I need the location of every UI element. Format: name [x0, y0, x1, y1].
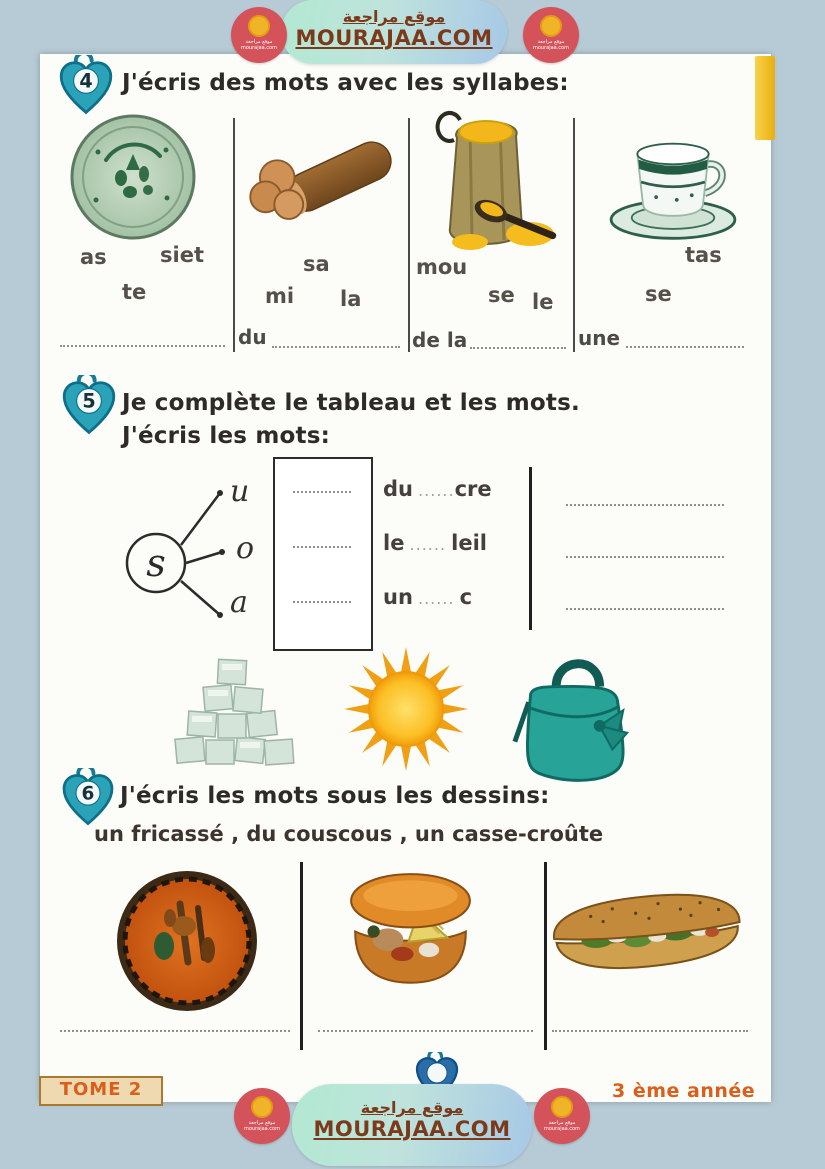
column-divider [408, 118, 410, 352]
syllable: se [488, 283, 515, 307]
syllable: siet [160, 243, 204, 267]
badge-site-label: mourajaa.com [240, 45, 277, 51]
word-prefix: du [383, 477, 413, 501]
answer-blank [470, 347, 566, 349]
answer-prefix: de la [412, 328, 468, 352]
column-divider [573, 118, 575, 352]
column-divider [300, 862, 303, 1050]
page-corner-tab [755, 56, 775, 140]
exercise-6-title: J'écris les mots sous les dessins: [120, 783, 550, 809]
syllable: la [340, 287, 362, 311]
diagram-center-letter: s [146, 541, 166, 585]
footer-arabic-title: موقع مراجعة [360, 1098, 464, 1117]
answer-blank [60, 1030, 290, 1032]
semolina-sack-icon [412, 110, 562, 260]
answer-blank [566, 556, 724, 558]
exercise-5-title-line2: J'écris les mots: [122, 423, 330, 449]
syllable: mou [416, 255, 468, 279]
teacup-icon [598, 122, 748, 244]
logo-icon [251, 1096, 273, 1118]
word-suffix: cre [454, 477, 492, 501]
site-logo-badge [523, 7, 579, 63]
syllable: se [645, 282, 672, 306]
word-gap: ...... [409, 535, 447, 554]
word-row [383, 477, 492, 501]
exercise-4-title: J'écris des mots avec les syllabes: [122, 70, 569, 96]
plate-icon [68, 112, 198, 242]
casse-croute-icon [542, 882, 752, 982]
syllable: le [532, 290, 554, 314]
answer-blank [60, 345, 225, 347]
exercise-5-title-line1: Je complète le tableau et les mots. [122, 390, 580, 416]
badge-site-label: mourajaa.com [532, 45, 569, 51]
logo-icon [540, 15, 562, 37]
header-banner [281, 0, 507, 64]
answer-blank [566, 608, 724, 610]
word-row [383, 585, 472, 609]
footer-site-link[interactable]: MOURAJAA.COM [313, 1117, 511, 1141]
table-blank [293, 491, 351, 493]
logo-icon [551, 1096, 573, 1118]
diagram-letter-u: u [230, 474, 250, 509]
word-suffix: leil [451, 531, 487, 555]
exercise-5-number: 5 [82, 389, 96, 413]
badge-arabic-label: موقع مراجعة [248, 1120, 276, 1126]
table-blank [293, 546, 351, 548]
badge-arabic-label: موقع مراجعة [537, 39, 565, 45]
syllable: te [122, 280, 147, 304]
header-site-link[interactable]: MOURAJAA.COM [295, 26, 493, 50]
syllable: mi [265, 284, 295, 308]
site-logo-badge [234, 1088, 290, 1144]
diagram-letter-a: a [230, 585, 248, 620]
word-suffix: c [459, 585, 473, 609]
column-divider [233, 118, 235, 352]
answer-prefix: du [238, 325, 267, 349]
table-blank [293, 601, 351, 603]
word-gap: ...... [418, 481, 455, 500]
logo-icon [248, 15, 270, 37]
answer-blank [626, 346, 744, 348]
exercise-6-word-list: un fricassé , du couscous , un casse-croûte [94, 822, 604, 846]
word-prefix: le [383, 531, 405, 555]
badge-site-label: mourajaa.com [243, 1126, 280, 1132]
fricasse-icon [338, 868, 483, 996]
salami-icon [240, 118, 400, 243]
answer-blank [566, 504, 724, 506]
word-prefix: un [383, 585, 413, 609]
site-logo-badge [231, 7, 287, 63]
word-row [383, 531, 487, 555]
syllable: sa [303, 252, 330, 276]
badge-arabic-label: موقع مراجعة [245, 39, 273, 45]
table-box [273, 457, 373, 651]
site-logo-badge [534, 1088, 590, 1144]
exercise-4-badge [57, 55, 115, 117]
syllable: tas [685, 243, 722, 267]
word-gap: ...... [418, 589, 455, 608]
answer-prefix: une [578, 326, 621, 350]
badge-arabic-label: موقع مراجعة [548, 1120, 576, 1126]
exercise-6-badge [60, 768, 116, 828]
section-divider [529, 467, 532, 630]
header-arabic-title: موقع مراجعة [342, 7, 446, 26]
sun-icon [342, 645, 470, 773]
answer-blank [272, 346, 400, 348]
tome-label: TOME 2 [39, 1076, 163, 1106]
exercise-6-number: 6 [81, 783, 95, 805]
answer-blank [552, 1030, 748, 1032]
couscous-dish-icon [112, 866, 262, 1016]
sugar-cubes-icon [168, 652, 300, 770]
diagram-letter-o: o [236, 531, 255, 566]
handbag-icon [505, 642, 643, 792]
footer-banner [292, 1084, 532, 1166]
grade-label: 3 ème année [612, 1080, 756, 1102]
exercise-5-badge [60, 375, 118, 437]
exercise-4-number: 4 [79, 69, 93, 93]
badge-site-label: mourajaa.com [543, 1126, 580, 1132]
answer-blank [318, 1030, 533, 1032]
syllable: as [80, 245, 107, 269]
